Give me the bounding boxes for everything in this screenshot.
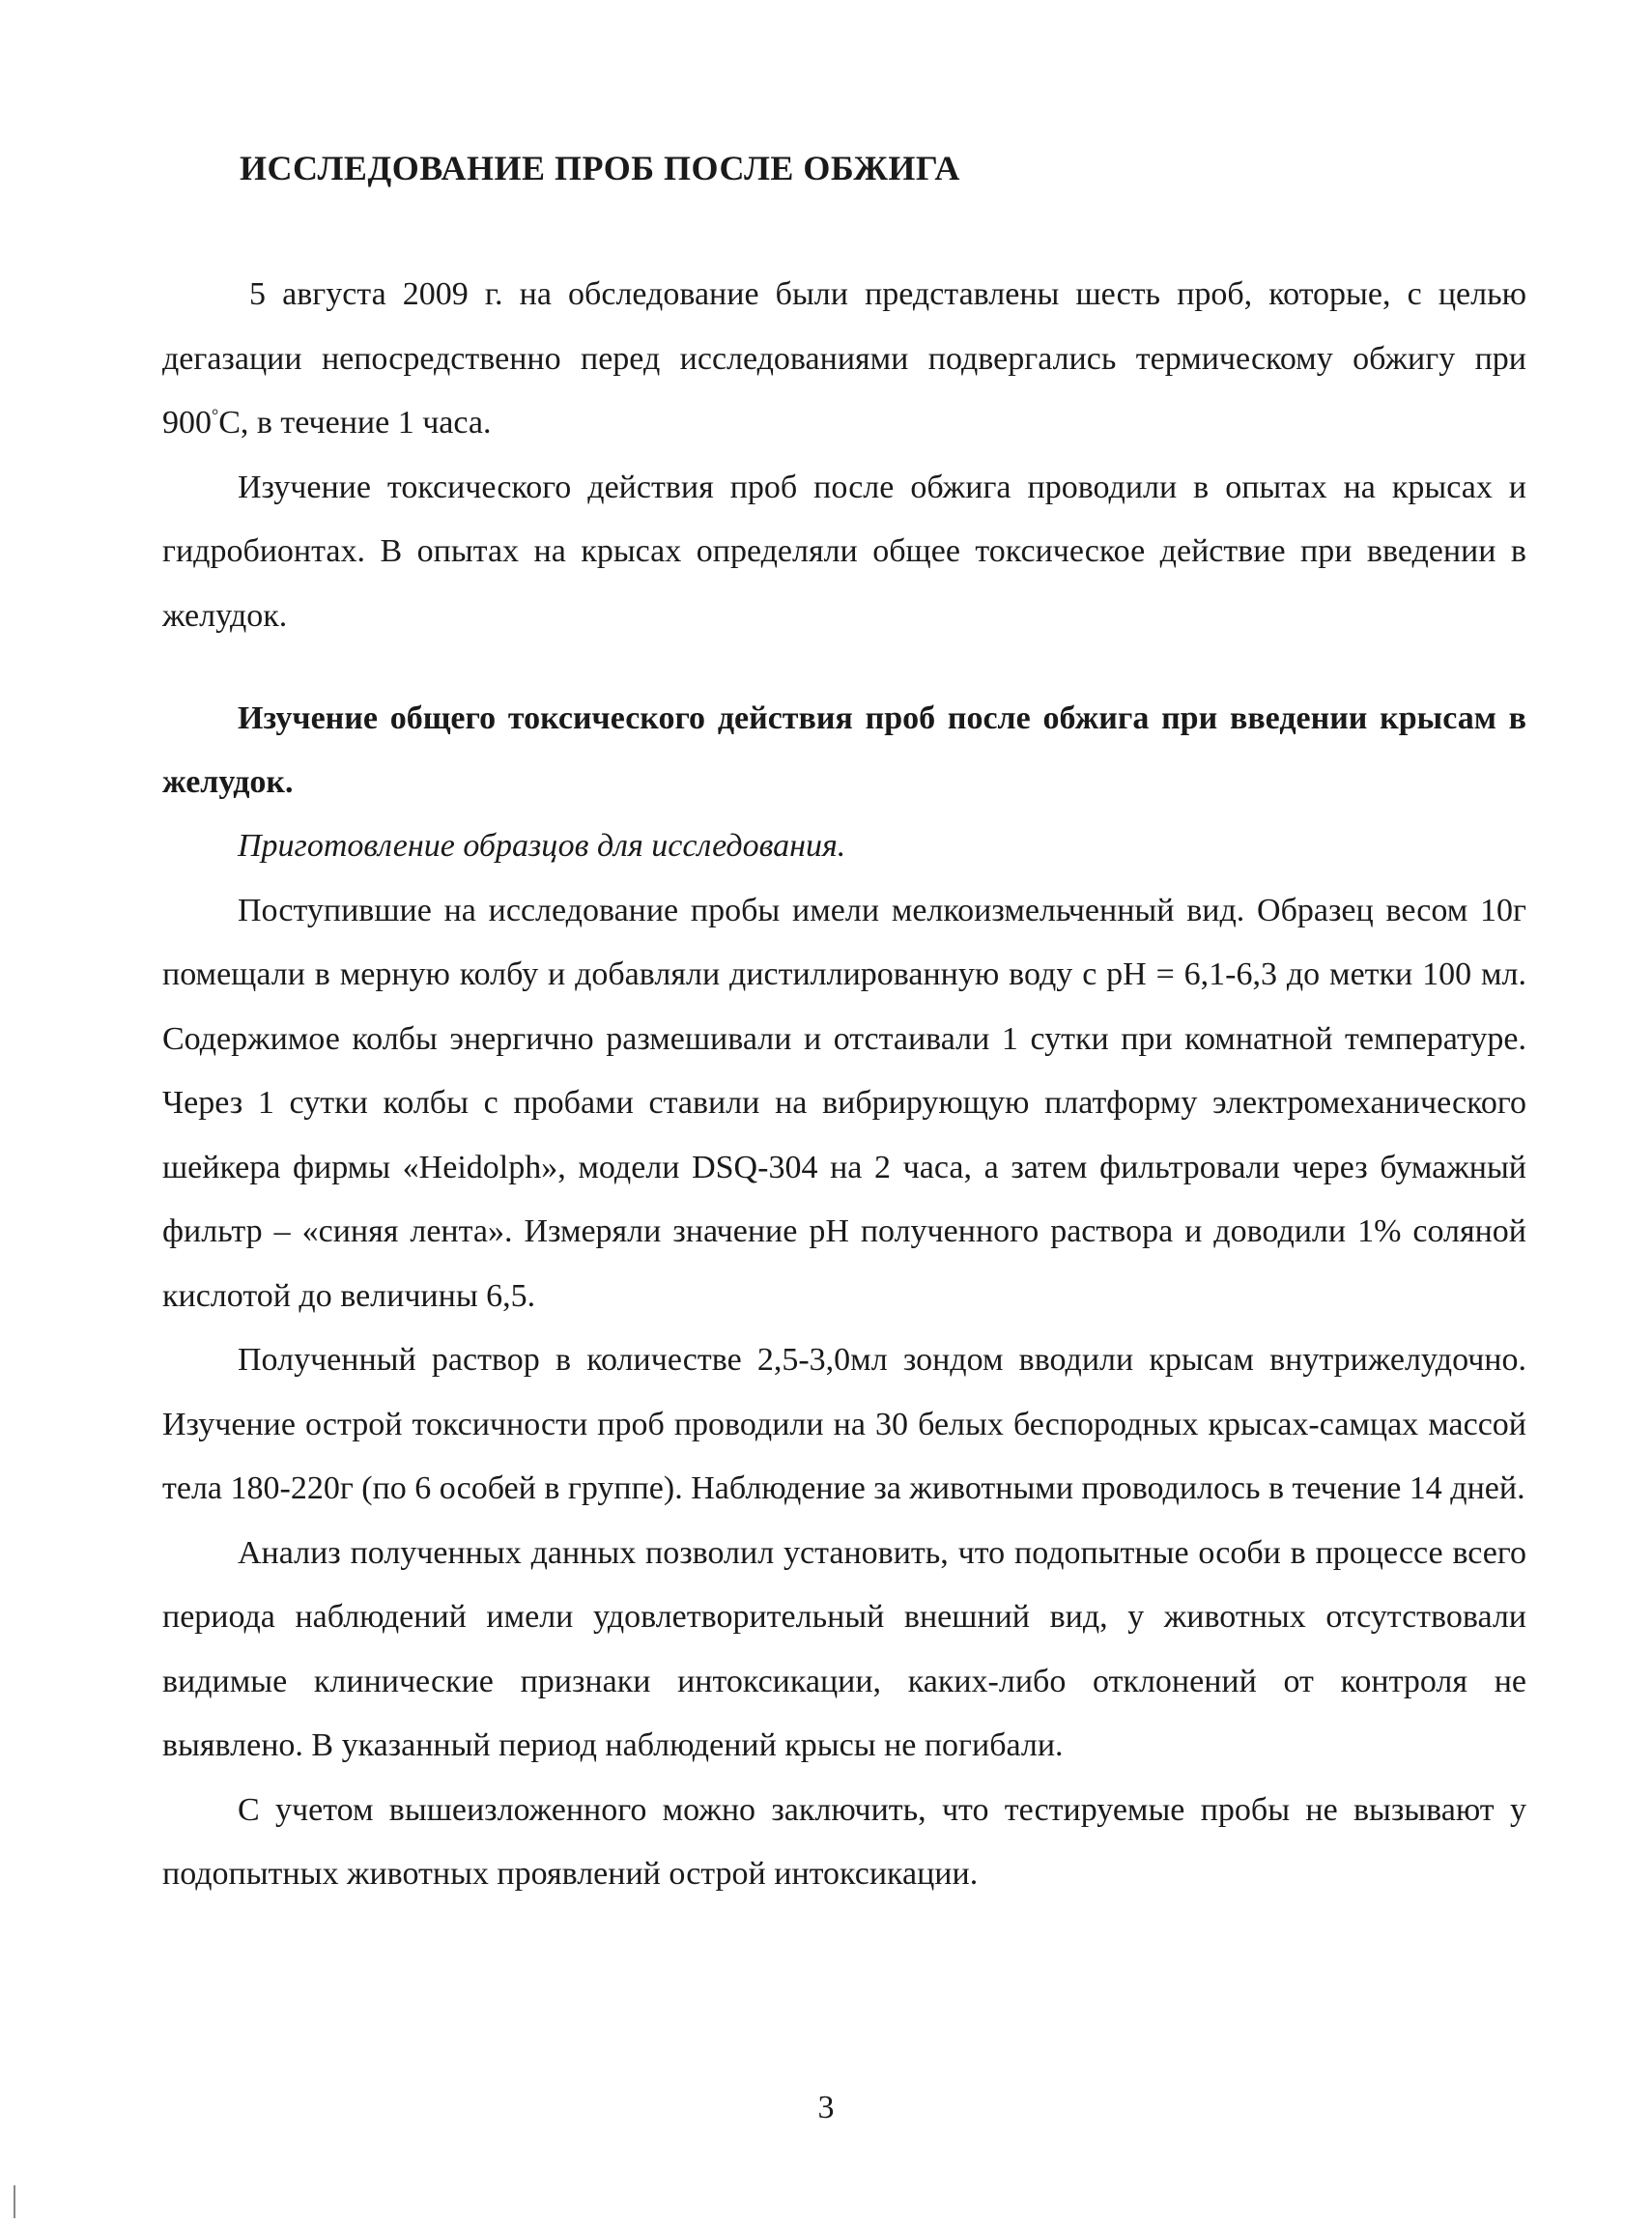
document-title: ИССЛЕДОВАНИЕ ПРОБ ПОСЛЕ ОБЖИГА: [240, 149, 960, 187]
document-body: [162, 143, 1526, 1907]
intro-text-part1: 5 августа 2009 г. на обследование были представлены шесть проб, которые, с целью дегазации непосредственно перед исследованиями подвергались термическому обжигу при 900: [162, 276, 1526, 441]
scan-edge-mark: [14, 2185, 15, 2218]
intro-text-part2: С, в течение 1 часа.: [218, 405, 492, 441]
preparation-paragraph: Поступившие на исследование пробы имели мелкоизмельченный вид. Образец весом 10г помещали в мерную колбу и добавляли дистиллированную воду с pH = 6,1-6,3 до метки 100 мл. Содержимое колбы энергично размешивали и отстаивали 1 сутки при комнатной температуре. Через 1 сутки колбы с пробами ставили на вибрирующую платформу электромеханического шейкера фирмы «Heidolph», модели DSQ-304 на 2 часа, а затем фильтровали через бумажный фильтр – «синяя лента». Измеряли значение pH полученного раствора и доводили 1% соляной кислотой до величины 6,5.: [162, 892, 1526, 1314]
analysis-paragraph: Анализ полученных данных позволил установить, что подопытные особи в процессе всего периода наблюдений имели удовлетворительный внешний вид, у животных отсутствовали видимые клинические признаки интоксикации, каких-либо отклонений от контроля не выявлено. В указанный период наблюдений крысы не погибали.: [162, 1534, 1526, 1763]
solution-paragraph: Полученный раствор в количестве 2,5-3,0мл зондом вводили крысам внутрижелудочно. Изучение острой токсичности проб проводили на 30 белых беспородных крысах-самцах массой тела 180-220г (по 6 особей в группе). Наблюдение за животными проводилось в течение 14 дней.: [162, 1342, 1526, 1506]
conclusion-paragraph: С учетом вышеизложенного можно заключить, что тестируемые пробы не вызывают у подопытных животных проявлений острой интоксикации.: [162, 1791, 1526, 1892]
page-number: 3: [817, 2090, 835, 2125]
section-heading: Изучение общего токсического действия проб после обжига при введении крысам в желудок.: [162, 700, 1526, 800]
toxic-study-paragraph: Изучение токсического действия проб после обжига проводили в опытах на крысах и гидробионтах. В опытах на крысах определяли общее токсическое действие при введении в желудок.: [162, 469, 1526, 634]
section-subheading: Приготовление образцов для исследования.: [238, 828, 846, 864]
intro-paragraph: [162, 263, 1526, 456]
degree-mark: °: [212, 405, 219, 425]
